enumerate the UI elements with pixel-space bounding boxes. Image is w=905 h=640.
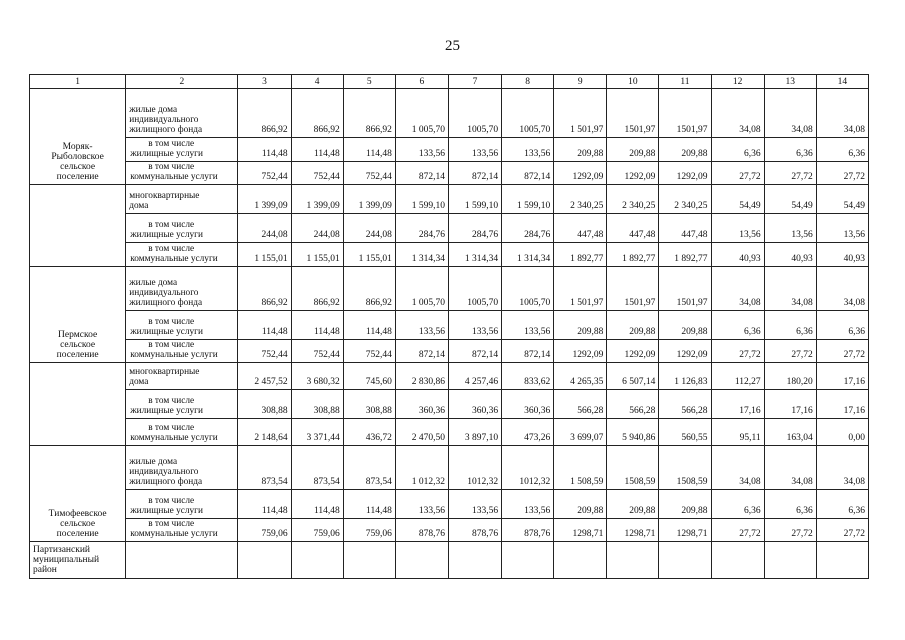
value-cell: 209,88 [554, 311, 607, 340]
value-cell: 1 399,09 [291, 185, 343, 214]
column-header: 11 [659, 75, 711, 89]
value-cell: 114,48 [238, 490, 291, 519]
value-cell: 745,60 [343, 363, 395, 390]
value-cell: 54,49 [711, 185, 764, 214]
value-cell: 27,72 [764, 340, 816, 363]
value-cell: 1 126,83 [659, 363, 711, 390]
value-cell: 1 892,77 [554, 243, 607, 267]
value-cell: 6,36 [764, 490, 816, 519]
value-cell: 473,26 [502, 419, 554, 446]
value-cell: 27,72 [816, 340, 868, 363]
table-row [30, 419, 869, 446]
value-cell: 1 599,10 [395, 185, 448, 214]
value-cell: 1 012,32 [395, 446, 448, 490]
value-cell: 1 501,97 [554, 267, 607, 311]
value-cell: 833,62 [502, 363, 554, 390]
row-label: в том числе жилищные услуги [126, 138, 238, 162]
value-cell: 133,56 [502, 311, 554, 340]
value-cell: 114,48 [291, 490, 343, 519]
value-cell: 114,48 [343, 490, 395, 519]
table-row [30, 340, 869, 363]
value-cell: 133,56 [395, 311, 448, 340]
column-header: 1 [30, 75, 126, 89]
value-cell: 34,08 [816, 446, 868, 490]
empty-cell [711, 542, 764, 579]
row-label: в том числе жилищные услуги [126, 214, 238, 243]
value-cell: 873,54 [291, 446, 343, 490]
value-cell: 1005,70 [448, 89, 501, 138]
value-cell: 27,72 [711, 519, 764, 542]
empty-cell [607, 542, 659, 579]
value-cell: 95,11 [711, 419, 764, 446]
value-cell: 3 897,10 [448, 419, 501, 446]
value-cell: 34,08 [711, 267, 764, 311]
page-number: 25 [445, 38, 460, 54]
value-cell: 209,88 [607, 311, 659, 340]
value-cell: 566,28 [659, 390, 711, 419]
value-cell: 114,48 [291, 311, 343, 340]
value-cell: 1 314,34 [448, 243, 501, 267]
value-cell: 13,56 [764, 214, 816, 243]
value-cell: 34,08 [764, 89, 816, 138]
column-header: 2 [126, 75, 238, 89]
value-cell: 1 399,09 [238, 185, 291, 214]
value-cell: 209,88 [607, 490, 659, 519]
value-cell: 447,48 [554, 214, 607, 243]
value-cell: 133,56 [502, 138, 554, 162]
value-cell: 6,36 [816, 311, 868, 340]
value-cell: 6,36 [816, 490, 868, 519]
value-cell: 114,48 [291, 138, 343, 162]
value-cell: 566,28 [554, 390, 607, 419]
value-cell: 872,14 [502, 340, 554, 363]
row-label: в том числе жилищные услуги [126, 311, 238, 340]
empty-cell [764, 542, 816, 579]
value-cell: 1292,09 [607, 340, 659, 363]
settlement-cell: Тимофеевское сельское поселение [30, 446, 126, 542]
value-cell: 360,36 [502, 390, 554, 419]
row-label: в том числе жилищные услуги [126, 490, 238, 519]
value-cell: 112,27 [711, 363, 764, 390]
value-cell: 752,44 [291, 162, 343, 185]
value-cell: 133,56 [395, 138, 448, 162]
value-cell: 27,72 [764, 519, 816, 542]
value-cell: 3 699,07 [554, 419, 607, 446]
value-cell: 872,14 [448, 162, 501, 185]
value-cell: 878,76 [502, 519, 554, 542]
row-label: в том числе коммунальные услуги [126, 243, 238, 267]
value-cell: 1 508,59 [554, 446, 607, 490]
value-cell: 4 257,46 [448, 363, 501, 390]
value-cell: 284,76 [502, 214, 554, 243]
value-cell: 54,49 [816, 185, 868, 214]
value-cell: 34,08 [711, 89, 764, 138]
value-cell: 2 148,64 [238, 419, 291, 446]
value-cell: 878,76 [395, 519, 448, 542]
value-cell: 114,48 [343, 311, 395, 340]
header-row [30, 75, 869, 89]
value-cell: 6 507,14 [607, 363, 659, 390]
value-cell: 209,88 [659, 490, 711, 519]
value-cell: 40,93 [711, 243, 764, 267]
value-cell: 209,88 [659, 311, 711, 340]
value-cell: 308,88 [291, 390, 343, 419]
value-cell: 866,92 [291, 267, 343, 311]
settlement-cell: Пермское сельское поселение [30, 267, 126, 363]
value-cell: 209,88 [607, 138, 659, 162]
value-cell: 1 314,34 [502, 243, 554, 267]
value-cell: 1292,09 [554, 340, 607, 363]
value-cell: 180,20 [764, 363, 816, 390]
value-cell: 6,36 [711, 138, 764, 162]
value-cell: 2 830,86 [395, 363, 448, 390]
value-cell: 1 501,97 [554, 89, 607, 138]
value-cell: 27,72 [816, 519, 868, 542]
value-cell: 447,48 [659, 214, 711, 243]
column-header: 10 [607, 75, 659, 89]
value-cell: 566,28 [607, 390, 659, 419]
value-cell: 0,00 [816, 419, 868, 446]
value-cell: 1292,09 [659, 340, 711, 363]
row-label: жилые дома индивидуального жилищного фонда [126, 89, 238, 138]
empty-cell [816, 542, 868, 579]
row-label: жилые дома индивидуального жилищного фонда [126, 446, 238, 490]
value-cell: 2 470,50 [395, 419, 448, 446]
value-cell: 133,56 [448, 311, 501, 340]
value-cell: 1501,97 [607, 267, 659, 311]
row-label: в том числе коммунальные услуги [126, 419, 238, 446]
value-cell: 752,44 [238, 162, 291, 185]
value-cell: 133,56 [448, 138, 501, 162]
value-cell: 27,72 [711, 162, 764, 185]
empty-cell [554, 542, 607, 579]
value-cell: 284,76 [395, 214, 448, 243]
value-cell: 34,08 [816, 89, 868, 138]
value-cell: 2 340,25 [554, 185, 607, 214]
value-cell: 759,06 [238, 519, 291, 542]
value-cell: 759,06 [343, 519, 395, 542]
value-cell: 1 155,01 [343, 243, 395, 267]
column-header: 12 [711, 75, 764, 89]
value-cell: 1012,32 [448, 446, 501, 490]
value-cell: 13,56 [711, 214, 764, 243]
value-cell: 17,16 [764, 390, 816, 419]
value-cell: 759,06 [291, 519, 343, 542]
value-cell: 1 599,10 [448, 185, 501, 214]
value-cell: 34,08 [816, 267, 868, 311]
value-cell: 752,44 [238, 340, 291, 363]
value-cell: 1005,70 [502, 267, 554, 311]
value-cell: 34,08 [764, 446, 816, 490]
value-cell: 40,93 [764, 243, 816, 267]
column-header: 7 [448, 75, 501, 89]
value-cell: 308,88 [343, 390, 395, 419]
value-cell: 17,16 [816, 390, 868, 419]
value-cell: 866,92 [238, 267, 291, 311]
value-cell: 752,44 [343, 162, 395, 185]
table-row [30, 214, 869, 243]
value-cell: 308,88 [238, 390, 291, 419]
settlement-cell: Моряк- Рыболовское сельское поселение [30, 89, 126, 185]
value-cell: 1 155,01 [291, 243, 343, 267]
empty-cell [659, 542, 711, 579]
value-cell: 244,08 [291, 214, 343, 243]
value-cell: 27,72 [816, 162, 868, 185]
row-label: жилые дома индивидуального жилищного фонда [126, 267, 238, 311]
value-cell: 2 340,25 [607, 185, 659, 214]
value-cell: 209,88 [554, 490, 607, 519]
value-cell: 133,56 [502, 490, 554, 519]
value-cell: 6,36 [764, 311, 816, 340]
value-cell: 6,36 [711, 311, 764, 340]
table-row [30, 185, 869, 214]
value-cell: 17,16 [711, 390, 764, 419]
row-label: в том числе коммунальные услуги [126, 340, 238, 363]
empty-cell [395, 542, 448, 579]
value-cell: 447,48 [607, 214, 659, 243]
value-cell: 866,92 [343, 89, 395, 138]
value-cell: 5 940,86 [607, 419, 659, 446]
column-header: 13 [764, 75, 816, 89]
table-row [30, 390, 869, 419]
value-cell: 4 265,35 [554, 363, 607, 390]
value-cell: 1 005,70 [395, 267, 448, 311]
value-cell: 6,36 [711, 490, 764, 519]
value-cell: 34,08 [711, 446, 764, 490]
table-row [30, 490, 869, 519]
empty-cell [502, 542, 554, 579]
value-cell: 54,49 [764, 185, 816, 214]
value-cell: 17,16 [816, 363, 868, 390]
value-cell: 27,72 [711, 340, 764, 363]
value-cell: 1292,09 [554, 162, 607, 185]
value-cell: 284,76 [448, 214, 501, 243]
value-cell: 3 371,44 [291, 419, 343, 446]
value-cell: 866,92 [343, 267, 395, 311]
value-cell: 6,36 [816, 138, 868, 162]
value-cell: 873,54 [343, 446, 395, 490]
table-row [30, 162, 869, 185]
value-cell: 1501,97 [659, 89, 711, 138]
row-label: многоквартирные дома [126, 363, 238, 390]
value-cell: 1292,09 [607, 162, 659, 185]
value-cell: 1 005,70 [395, 89, 448, 138]
table-row [30, 363, 869, 390]
table-row [30, 519, 869, 542]
value-cell: 13,56 [816, 214, 868, 243]
value-cell: 40,93 [816, 243, 868, 267]
value-cell: 866,92 [238, 89, 291, 138]
value-cell: 2 457,52 [238, 363, 291, 390]
value-cell: 872,14 [395, 162, 448, 185]
value-cell: 1508,59 [659, 446, 711, 490]
table-row [30, 446, 869, 490]
value-cell: 3 680,32 [291, 363, 343, 390]
value-cell: 872,14 [395, 340, 448, 363]
value-cell: 114,48 [238, 138, 291, 162]
value-cell: 872,14 [448, 340, 501, 363]
value-cell: 209,88 [554, 138, 607, 162]
value-cell: 436,72 [343, 419, 395, 446]
value-cell: 1005,70 [502, 89, 554, 138]
value-cell: 209,88 [659, 138, 711, 162]
value-cell: 1 155,01 [238, 243, 291, 267]
table-row [30, 89, 869, 138]
value-cell: 752,44 [291, 340, 343, 363]
value-cell: 560,55 [659, 419, 711, 446]
value-cell: 873,54 [238, 446, 291, 490]
settlement-cell: Партизанский муниципальный район [30, 542, 126, 579]
tariff-table [29, 74, 869, 579]
value-cell: 34,08 [764, 267, 816, 311]
table-row [30, 542, 869, 579]
value-cell: 360,36 [395, 390, 448, 419]
row-label: в том числе жилищные услуги [126, 390, 238, 419]
empty-cell [291, 542, 343, 579]
value-cell: 1 892,77 [607, 243, 659, 267]
column-header: 4 [291, 75, 343, 89]
value-cell: 872,14 [502, 162, 554, 185]
value-cell: 1298,71 [554, 519, 607, 542]
table-row [30, 267, 869, 311]
value-cell: 878,76 [448, 519, 501, 542]
value-cell: 1501,97 [659, 267, 711, 311]
value-cell: 1292,09 [659, 162, 711, 185]
value-cell: 244,08 [238, 214, 291, 243]
value-cell: 752,44 [343, 340, 395, 363]
column-header: 6 [395, 75, 448, 89]
value-cell: 1298,71 [607, 519, 659, 542]
column-header: 14 [816, 75, 868, 89]
value-cell: 244,08 [343, 214, 395, 243]
table-row [30, 138, 869, 162]
value-cell: 1 599,10 [502, 185, 554, 214]
value-cell: 866,92 [291, 89, 343, 138]
empty-cell [126, 542, 238, 579]
value-cell: 163,04 [764, 419, 816, 446]
table-row [30, 311, 869, 340]
value-cell: 27,72 [764, 162, 816, 185]
value-cell: 133,56 [395, 490, 448, 519]
value-cell: 2 340,25 [659, 185, 711, 214]
column-header: 5 [343, 75, 395, 89]
column-header: 3 [238, 75, 291, 89]
empty-cell [238, 542, 291, 579]
row-label: в том числе коммунальные услуги [126, 162, 238, 185]
table-row [30, 243, 869, 267]
value-cell: 1 399,09 [343, 185, 395, 214]
settlement-cell [30, 363, 126, 446]
value-cell: 1005,70 [448, 267, 501, 311]
empty-cell [448, 542, 501, 579]
settlement-cell [30, 185, 126, 267]
column-header: 9 [554, 75, 607, 89]
value-cell: 114,48 [238, 311, 291, 340]
value-cell: 6,36 [764, 138, 816, 162]
value-cell: 360,36 [448, 390, 501, 419]
value-cell: 1298,71 [659, 519, 711, 542]
value-cell: 114,48 [343, 138, 395, 162]
empty-cell [343, 542, 395, 579]
column-header: 8 [502, 75, 554, 89]
value-cell: 1012,32 [502, 446, 554, 490]
row-label: в том числе коммунальные услуги [126, 519, 238, 542]
value-cell: 1508,59 [607, 446, 659, 490]
value-cell: 1 892,77 [659, 243, 711, 267]
row-label: многоквартирные дома [126, 185, 238, 214]
value-cell: 1 314,34 [395, 243, 448, 267]
value-cell: 133,56 [448, 490, 501, 519]
value-cell: 1501,97 [607, 89, 659, 138]
